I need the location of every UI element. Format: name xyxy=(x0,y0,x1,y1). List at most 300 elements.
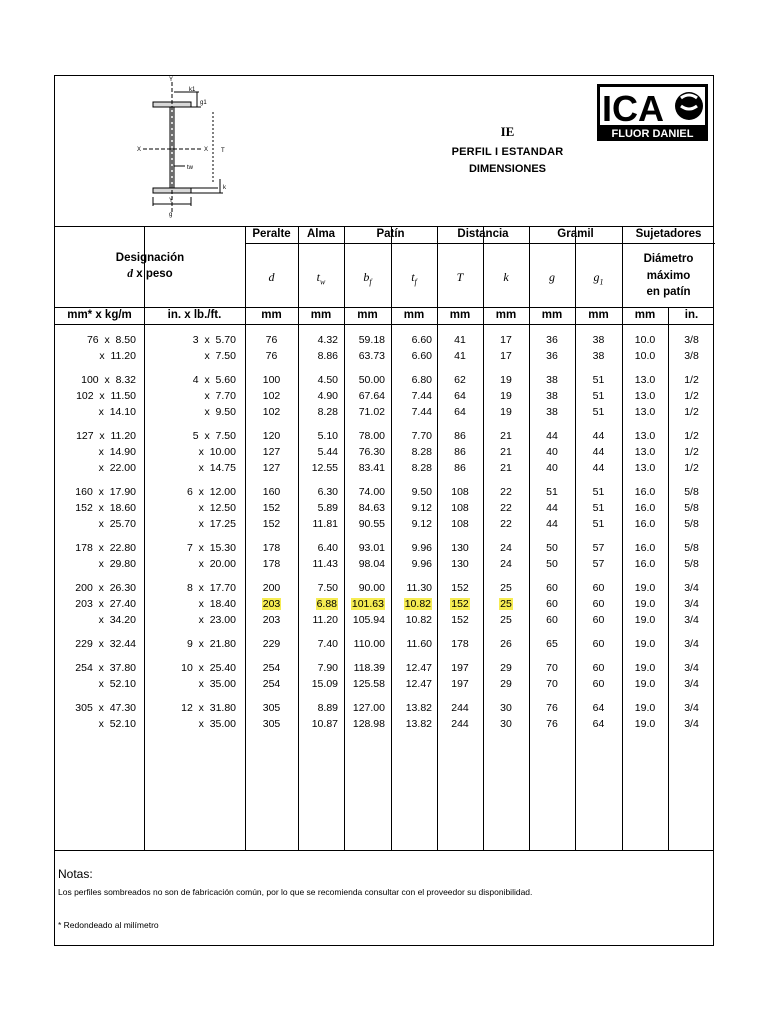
table-cell xyxy=(298,542,338,554)
table-cell xyxy=(668,598,715,610)
table-cell xyxy=(392,614,432,626)
table-cell xyxy=(622,638,668,650)
table-cell-value: 11.60 xyxy=(406,638,432,650)
table-cell-value: 60 xyxy=(546,582,558,594)
diagram-label-k: k xyxy=(223,185,226,191)
table-cell xyxy=(392,334,432,346)
diagram-label-y-top: Y xyxy=(169,77,174,83)
table-cell-value: 22 xyxy=(500,518,512,530)
table-cell-value: 3/4 xyxy=(684,678,699,690)
table-cell-value: 7.44 xyxy=(411,390,432,402)
table-cell-value: 50 xyxy=(546,542,558,554)
table-cell-value: 7.90 xyxy=(317,662,338,674)
table-cell-value: x 35.00 xyxy=(198,678,236,690)
table-cell xyxy=(483,518,529,530)
table-cell-value: 12.47 xyxy=(405,662,432,674)
table-cell-value: x 25.70 xyxy=(98,518,136,530)
table-cell xyxy=(529,542,575,554)
unit-bf: mm xyxy=(357,309,378,321)
table-cell-value: x 52.10 xyxy=(98,718,136,730)
table-cell xyxy=(392,582,432,594)
table-cell-value: 19.0 xyxy=(634,702,656,714)
diagram-label-y-bottom: Y xyxy=(169,198,174,204)
unit-in-lb: in. x lb./ft. xyxy=(167,309,222,321)
header-gramil: Gramil xyxy=(557,228,594,240)
table-cell-value: 76 xyxy=(546,702,558,714)
table-cell-value: 8 x 17.70 xyxy=(186,582,236,594)
table-cell-value: 152 xyxy=(451,614,469,626)
table-cell-value: 178 x 22.80 xyxy=(75,542,136,554)
table-cell-value: 36 xyxy=(546,334,558,346)
unit-diam-in: in. xyxy=(684,309,699,321)
table-cell-value: 11.43 xyxy=(312,558,338,570)
table-cell xyxy=(56,334,136,346)
table-cell-value: 78.00 xyxy=(358,430,385,442)
table-cell xyxy=(245,702,298,714)
table-cell xyxy=(483,430,529,442)
table-cell xyxy=(146,390,236,402)
table-cell-value: 11.30 xyxy=(406,582,432,594)
table-cell-value: 127 x 11.20 xyxy=(76,430,136,442)
table-cell-value: x 9.50 xyxy=(204,406,236,418)
table-cell xyxy=(529,486,575,498)
table-cell xyxy=(437,598,483,610)
table-cell-value: x 12.50 xyxy=(198,502,236,514)
table-cell-value: 71.02 xyxy=(358,406,385,418)
table-cell xyxy=(437,406,483,418)
note-shaded-profiles: Los perfiles sombreados no son de fabricación común, por lo que se recomienda consultar con el proveedor su disponibilidad. xyxy=(58,887,533,897)
table-cell-value: 108 xyxy=(451,518,469,530)
table-cell xyxy=(146,638,236,650)
table-cell xyxy=(437,718,483,730)
table-cell-value: 102 xyxy=(262,390,281,402)
table-cell-value: 3/8 xyxy=(684,334,699,346)
table-cell-value: 6.30 xyxy=(317,486,338,498)
diagram-label-tw: tw xyxy=(187,165,193,171)
table-cell xyxy=(437,614,483,626)
table-cell-value: 118.39 xyxy=(353,662,385,674)
table-cell xyxy=(341,582,385,594)
table-cell xyxy=(483,662,529,674)
table-cell-value: 9.12 xyxy=(411,502,432,514)
unit-tf: mm xyxy=(403,309,425,321)
table-cell xyxy=(437,542,483,554)
table-cell-value: 244 xyxy=(451,702,469,714)
table-cell xyxy=(56,350,136,362)
logo-text-fluor-daniel: FLUOR DANIEL xyxy=(611,128,694,140)
symbol-tf: $t_f$ xyxy=(411,270,417,287)
table-cell-value: 60 xyxy=(546,598,558,610)
table-cell-value: 86 xyxy=(454,430,466,442)
table-cell xyxy=(298,614,338,626)
table-cell xyxy=(483,598,529,610)
table-cell-value: 74.00 xyxy=(358,486,385,498)
table-cell-value: 5.10 xyxy=(317,430,338,442)
table-cell xyxy=(529,334,575,346)
table-cell-value: 60 xyxy=(546,614,558,626)
table-cell-value: 7 x 15.30 xyxy=(186,542,236,554)
table-cell-value: 57 xyxy=(592,558,605,570)
table-cell-value: 76 xyxy=(546,718,558,730)
table-cell xyxy=(668,462,715,474)
table-cell xyxy=(575,406,622,418)
table-cell xyxy=(392,406,432,418)
designation-x-peso: x peso xyxy=(133,268,173,280)
table-cell xyxy=(483,582,529,594)
table-cell-value: x 10.00 xyxy=(198,446,236,458)
table-cell xyxy=(146,446,236,458)
diagram-label-t: T xyxy=(221,148,225,154)
table-cell-value: 44 xyxy=(546,518,558,530)
table-cell xyxy=(622,518,668,530)
table-cell xyxy=(341,374,385,386)
note-rounding: * Redondeado al milímetro xyxy=(58,920,159,930)
header-alma: Alma xyxy=(306,228,336,240)
table-cell-value: 60 xyxy=(592,614,605,626)
table-cell xyxy=(392,662,432,674)
table-cell-value: 10.82 xyxy=(405,614,432,626)
table-cell xyxy=(341,446,385,458)
table-cell-value: x 14.75 xyxy=(198,462,236,474)
unit-g1: mm xyxy=(588,309,609,321)
table-cell-value: 19.0 xyxy=(634,598,656,610)
table-cell xyxy=(146,518,236,530)
table-cell-value: 60 xyxy=(592,638,605,650)
table-cell xyxy=(392,374,432,386)
table-cell xyxy=(437,678,483,690)
table-cell xyxy=(245,582,298,594)
table-cell-value: 16.0 xyxy=(634,502,656,514)
table-cell xyxy=(392,462,432,474)
table-cell xyxy=(575,446,622,458)
table-cell xyxy=(668,446,715,458)
table-cell-value: 10.0 xyxy=(634,350,656,362)
table-cell-value: x 20.00 xyxy=(198,558,236,570)
table-cell xyxy=(392,702,432,714)
table-cell-value: 44 xyxy=(546,430,558,442)
table-cell-value: 5.89 xyxy=(317,502,338,514)
table-cell-value: 90.55 xyxy=(358,518,385,530)
table-cell-value: x 22.00 xyxy=(98,462,136,474)
table-cell xyxy=(298,678,338,690)
table-cell-value: 26 xyxy=(500,638,512,650)
table-cell xyxy=(298,334,338,346)
table-cell-value: 13.0 xyxy=(634,462,656,474)
table-cell-value: 110.00 xyxy=(353,638,385,650)
table-cell xyxy=(575,614,622,626)
header-sujetadores: Sujetadores xyxy=(635,228,702,240)
table-cell-value: 7.40 xyxy=(317,638,338,650)
table-cell xyxy=(575,582,622,594)
table-cell xyxy=(622,350,668,362)
table-cell xyxy=(575,702,622,714)
table-cell xyxy=(483,390,529,402)
table-cell-value: x 7.50 xyxy=(204,350,236,362)
table-cell xyxy=(437,702,483,714)
table-cell-value: x 14.10 xyxy=(98,406,136,418)
table-cell-value: 102 xyxy=(262,406,281,418)
table-cell-value: 160 xyxy=(262,486,281,498)
table-cell-value: 38 xyxy=(546,390,558,402)
table-cell xyxy=(575,638,622,650)
table-cell-value: 13.0 xyxy=(634,390,656,402)
table-cell-value: 5/8 xyxy=(684,502,699,514)
table-cell-value: 3/4 xyxy=(684,638,699,650)
table-cell-value: 6.40 xyxy=(317,542,338,554)
table-cell-value: 3/4 xyxy=(684,614,699,626)
table-cell xyxy=(56,718,136,730)
table-cell-value: 38 xyxy=(546,406,558,418)
table-cell xyxy=(437,638,483,650)
table-cell xyxy=(483,350,529,362)
table-cell xyxy=(245,446,298,458)
table-cell xyxy=(483,486,529,498)
table-cell-value: 1/2 xyxy=(684,374,699,386)
table-cell xyxy=(245,462,298,474)
table-cell xyxy=(56,638,136,650)
unit-t: mm xyxy=(449,309,471,321)
table-cell-value: 51 xyxy=(592,390,605,402)
table-cell xyxy=(298,598,338,610)
table-cell-value: 254 x 37.80 xyxy=(75,662,136,674)
table-cell xyxy=(575,718,622,730)
table-cell xyxy=(245,502,298,514)
table-cell xyxy=(668,374,715,386)
table-cell xyxy=(575,502,622,514)
table-cell xyxy=(146,350,236,362)
table-cell-value: 13.0 xyxy=(634,446,656,458)
table-cell-value: 83.41 xyxy=(358,462,385,474)
table-cell-value: 38 xyxy=(546,374,558,386)
table-cell-value: 25 xyxy=(500,582,512,594)
table-cell-value: 51 xyxy=(592,518,605,530)
unit-k: mm xyxy=(495,309,517,321)
table-cell-value: 38 xyxy=(592,334,605,346)
table-cell-value: 3/8 xyxy=(684,350,699,362)
table-cell-value: 84.63 xyxy=(358,502,385,514)
table-cell-value: 3/4 xyxy=(684,718,699,730)
table-cell xyxy=(298,702,338,714)
table-cell-value: x 52.10 xyxy=(98,678,136,690)
table-cell xyxy=(245,678,298,690)
table-cell xyxy=(437,582,483,594)
table-cell-value: 12 x 31.80 xyxy=(181,702,236,714)
table-cell-value: 10 x 25.40 xyxy=(181,662,236,674)
table-cell-value: 63.73 xyxy=(358,350,385,362)
table-cell-value: 16.0 xyxy=(634,542,656,554)
table-cell-value: x 34.20 xyxy=(98,614,136,626)
table-cell-value: 130 xyxy=(451,558,469,570)
table-cell xyxy=(668,406,715,418)
table-cell-value: 40 xyxy=(546,446,558,458)
table-cell xyxy=(56,462,136,474)
table-cell-value: 203 xyxy=(262,598,281,610)
table-cell xyxy=(298,446,338,458)
table-cell xyxy=(56,558,136,570)
table-cell xyxy=(392,678,432,690)
table-cell xyxy=(575,334,622,346)
table-cell-value: 305 x 47.30 xyxy=(75,702,136,714)
table-cell-value: 21 xyxy=(500,446,512,458)
table-cell-value: x 17.25 xyxy=(198,518,236,530)
table-cell xyxy=(56,446,136,458)
table-cell xyxy=(575,542,622,554)
table-cell-value: 51 xyxy=(592,406,605,418)
table-cell xyxy=(341,718,385,730)
table-cell-value: 67.64 xyxy=(358,390,385,402)
table-cell xyxy=(575,518,622,530)
table-cell xyxy=(341,518,385,530)
table-cell-value: 229 xyxy=(262,638,281,650)
table-cell xyxy=(56,582,136,594)
table-cell-value: 16.0 xyxy=(634,558,656,570)
table-cell xyxy=(483,374,529,386)
notes-section xyxy=(55,850,713,930)
col-divider-9b xyxy=(575,307,576,850)
table-cell-value: 21 xyxy=(500,462,512,474)
table-cell xyxy=(298,390,338,402)
table-cell-value: 9.96 xyxy=(411,542,432,554)
table-cell xyxy=(622,582,668,594)
table-cell-value: 19 xyxy=(500,374,512,386)
table-cell-value: 10.82 xyxy=(404,598,431,610)
diagram-label-x-left: X xyxy=(137,147,142,153)
table-cell-value: 102 x 11.50 xyxy=(76,390,136,402)
table-cell-value: 44 xyxy=(592,430,605,442)
table-cell xyxy=(622,662,668,674)
table-cell-value: 60 xyxy=(592,662,605,674)
table-cell xyxy=(437,374,483,386)
table-cell-value: x 35.00 xyxy=(198,718,236,730)
table-cell xyxy=(575,662,622,674)
table-cell xyxy=(298,662,338,674)
table-cell-value: 24 xyxy=(500,558,512,570)
table-cell xyxy=(622,462,668,474)
sheet-header xyxy=(55,76,713,227)
table-cell-value: 60 xyxy=(592,678,605,690)
logo-text-ica: ICA xyxy=(602,88,664,129)
table-cell xyxy=(622,558,668,570)
table-cell xyxy=(146,614,236,626)
table-cell-value: 19.0 xyxy=(634,638,656,650)
table-cell xyxy=(245,638,298,650)
group-header-divider xyxy=(245,243,715,244)
table-cell-value: 203 xyxy=(262,614,281,626)
table-cell-value: 64 xyxy=(454,390,466,402)
table-cell-value: 50.00 xyxy=(358,374,385,386)
designation-symbol-d: d xyxy=(127,268,134,280)
table-cell xyxy=(437,518,483,530)
table-cell xyxy=(341,614,385,626)
table-cell xyxy=(437,662,483,674)
table-cell-value: 51 xyxy=(592,502,605,514)
table-cell xyxy=(298,430,338,442)
table-cell xyxy=(245,486,298,498)
table-cell-value: 40 xyxy=(546,462,558,474)
table-cell xyxy=(668,350,715,362)
table-cell xyxy=(437,502,483,514)
table-cell xyxy=(245,350,298,362)
table-cell-value: x 29.80 xyxy=(98,558,136,570)
table-cell xyxy=(483,678,529,690)
table-cell xyxy=(245,430,298,442)
table-cell xyxy=(392,430,432,442)
table-cell-value: 36 xyxy=(546,350,558,362)
ica-fluor-daniel-logo xyxy=(597,84,708,141)
table-cell xyxy=(529,374,575,386)
unit-g: mm xyxy=(541,309,563,321)
table-cell xyxy=(245,334,298,346)
table-cell xyxy=(56,702,136,714)
table-cell-value: 305 xyxy=(262,718,281,730)
table-cell-value: 3/4 xyxy=(684,598,699,610)
table-cell-value: 19.0 xyxy=(634,614,656,626)
data-sheet xyxy=(54,75,714,946)
table-cell-value: 125.58 xyxy=(352,678,385,690)
table-cell-value: 19.0 xyxy=(634,678,656,690)
table-cell xyxy=(341,662,385,674)
table-cell xyxy=(622,486,668,498)
units-bottom-divider xyxy=(55,324,713,325)
unit-diam-mm: mm xyxy=(634,309,656,321)
table-cell-value: 8.28 xyxy=(411,446,432,458)
table-cell-value: 6.60 xyxy=(411,350,432,362)
table-cell xyxy=(483,502,529,514)
table-cell xyxy=(622,718,668,730)
table-cell-value: 51 xyxy=(592,374,605,386)
table-cell xyxy=(341,390,385,402)
table-cell-value: 13.82 xyxy=(405,718,432,730)
table-cell-value: 13.0 xyxy=(634,430,656,442)
table-cell-value: 30 xyxy=(500,718,512,730)
table-cell xyxy=(341,350,385,362)
table-cell xyxy=(529,582,575,594)
table-cell-value: 6 x 12.00 xyxy=(186,486,236,498)
table-cell-value: 11.20 xyxy=(312,614,338,626)
table-cell xyxy=(668,582,715,594)
table-cell xyxy=(298,374,338,386)
table-cell-value: 9.12 xyxy=(411,518,432,530)
table-cell xyxy=(437,430,483,442)
table-cell-value: 17 xyxy=(500,334,512,346)
table-cell xyxy=(483,558,529,570)
table-cell xyxy=(298,718,338,730)
table-cell xyxy=(668,678,715,690)
table-cell xyxy=(245,718,298,730)
table-cell-value: 30 xyxy=(500,702,512,714)
table-cell xyxy=(529,678,575,690)
table-cell xyxy=(575,462,622,474)
table-cell xyxy=(483,446,529,458)
table-cell-value: 70 xyxy=(546,678,558,690)
table-cell xyxy=(668,518,715,530)
table-cell-value: 60 xyxy=(592,598,605,610)
table-cell xyxy=(392,598,432,610)
table-cell xyxy=(341,334,385,346)
col-divider-11 xyxy=(668,307,669,850)
table-cell-value: 3/4 xyxy=(684,582,699,594)
table-cell xyxy=(146,558,236,570)
table-cell xyxy=(146,582,236,594)
table-cell xyxy=(56,662,136,674)
table-cell-value: 22 xyxy=(500,486,512,498)
table-cell xyxy=(622,430,668,442)
table-cell-value: 5/8 xyxy=(684,486,699,498)
table-cell xyxy=(341,502,385,514)
table-cell-value: 200 xyxy=(262,582,281,594)
table-cell xyxy=(341,702,385,714)
unit-d: mm xyxy=(261,309,282,321)
